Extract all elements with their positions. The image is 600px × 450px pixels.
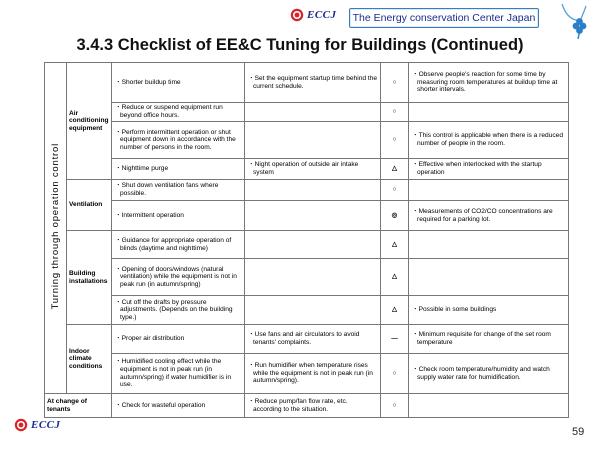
tenant-category-cell: At change of tenants	[45, 394, 112, 418]
rating-mark: ○	[381, 122, 409, 159]
rating-mark: △	[381, 259, 409, 296]
measure-cell: ・Proper air distribution	[112, 325, 245, 354]
rating-mark: ○	[381, 180, 409, 201]
logo-text: ECCJ	[31, 419, 61, 431]
remark-cell	[409, 231, 569, 259]
rating-mark: △	[381, 159, 409, 180]
page-title: 3.4.3 Checklist of EE&C Tuning for Buildings (Continued)	[76, 36, 524, 54]
table-row	[45, 103, 569, 122]
method-cell: ・Set the equipment startup time behind the current schedule.	[245, 63, 381, 103]
rating-mark: ○	[381, 103, 409, 122]
group-label: Turning through operation control	[49, 143, 61, 310]
table-row	[45, 231, 569, 259]
rating-mark: ◎	[381, 201, 409, 231]
logo-text: ECCJ	[307, 9, 337, 21]
category-cell: Air conditioning equipment	[67, 63, 112, 180]
method-cell: ・Run humidifier when temperature rises while the equipment is not in peak run (in autumn/spring).	[245, 354, 381, 394]
rating-mark: △	[381, 296, 409, 325]
eccj-logo-footer	[14, 418, 61, 432]
group-label-cell	[45, 63, 67, 394]
table-row	[45, 180, 569, 201]
remark-cell	[409, 259, 569, 296]
rating-mark: ○	[381, 63, 409, 103]
remark-cell: ・Minimum requisite for change of the set room temperature	[409, 325, 569, 354]
category-cell: Building installations	[67, 231, 112, 325]
category-cell: Indoor climate conditions	[67, 325, 112, 394]
method-cell	[245, 103, 381, 122]
measure-cell: ・Reduce or suspend equipment run beyond office hours.	[112, 103, 245, 122]
table-row	[45, 325, 569, 354]
measure-cell: ・Nighttime purge	[112, 159, 245, 180]
measure-cell: ・Intermittent operation	[112, 201, 245, 231]
method-cell	[245, 231, 381, 259]
table-row	[45, 296, 569, 325]
eccj-logo	[290, 8, 337, 22]
remark-cell: ・Measurements of CO2/CO concentrations are required for a parking lot.	[409, 201, 569, 231]
eccj-logo-icon	[290, 8, 304, 22]
measure-cell: ・Shut down ventilation fans where possible.	[112, 180, 245, 201]
method-cell	[245, 180, 381, 201]
measure-cell: ・Shorter buildup time	[112, 63, 245, 103]
method-cell	[245, 296, 381, 325]
remark-cell	[409, 103, 569, 122]
method-cell: ・Night operation of outside air intake system	[245, 159, 381, 180]
measure-cell: ・Cut off the drafts by pressure adjustments. (Depends on the building type.)	[112, 296, 245, 325]
table-row	[45, 259, 569, 296]
rating-mark: ○	[381, 394, 409, 418]
rating-mark: —	[381, 325, 409, 354]
method-cell: ・Reduce pump/fan flow rate, etc. according to the situation.	[245, 394, 381, 418]
page-number: 59	[572, 426, 585, 438]
remark-cell: ・Check room temperature/humidity and watch supply water rate for humidification.	[409, 354, 569, 394]
table-row	[45, 122, 569, 159]
measure-cell: ・Humidified cooling effect while the equipment is not in peak run (in autumn/spring) if water humidifier is in use.	[112, 354, 245, 394]
rating-mark: ○	[381, 354, 409, 394]
measure-cell: ・Guidance for appropriate operation of blinds (daytime and nighttime)	[112, 231, 245, 259]
category-cell: Ventilation	[67, 180, 112, 231]
measure-cell: ・Opening of doors/windows (natural ventilation) while the equipment is not in peak run (in autumn/spring)	[112, 259, 245, 296]
method-cell	[245, 259, 381, 296]
remark-cell	[409, 180, 569, 201]
table-row	[45, 354, 569, 394]
remark-cell	[409, 394, 569, 418]
checklist-table	[44, 62, 569, 418]
rating-mark: △	[381, 231, 409, 259]
table-row	[45, 394, 569, 418]
table-row	[45, 63, 569, 103]
remark-cell: ・Observe people's reaction for some time by measuring room temperatures at buildup time at shorter intervals.	[409, 63, 569, 103]
header	[0, 0, 600, 32]
org-name-banner: The Energy conservation Center Japan	[349, 8, 539, 28]
eccj-logo-icon	[14, 418, 28, 432]
remark-cell: ・Possible in some buildings	[409, 296, 569, 325]
method-cell	[245, 201, 381, 231]
method-cell	[245, 122, 381, 159]
table-row	[45, 201, 569, 231]
method-cell: ・Use fans and air circulators to avoid tenants' complaints.	[245, 325, 381, 354]
measure-cell: ・Perform intermittent operation or shut equipment down in accordance with the number of persons in the room.	[112, 122, 245, 159]
remark-cell: ・Effective when interlocked with the startup operation	[409, 159, 569, 180]
remark-cell: ・This control is applicable when there is a reduced number of people in the room.	[409, 122, 569, 159]
measure-cell: ・Check for wasteful operation	[112, 394, 245, 418]
table-row	[45, 159, 569, 180]
